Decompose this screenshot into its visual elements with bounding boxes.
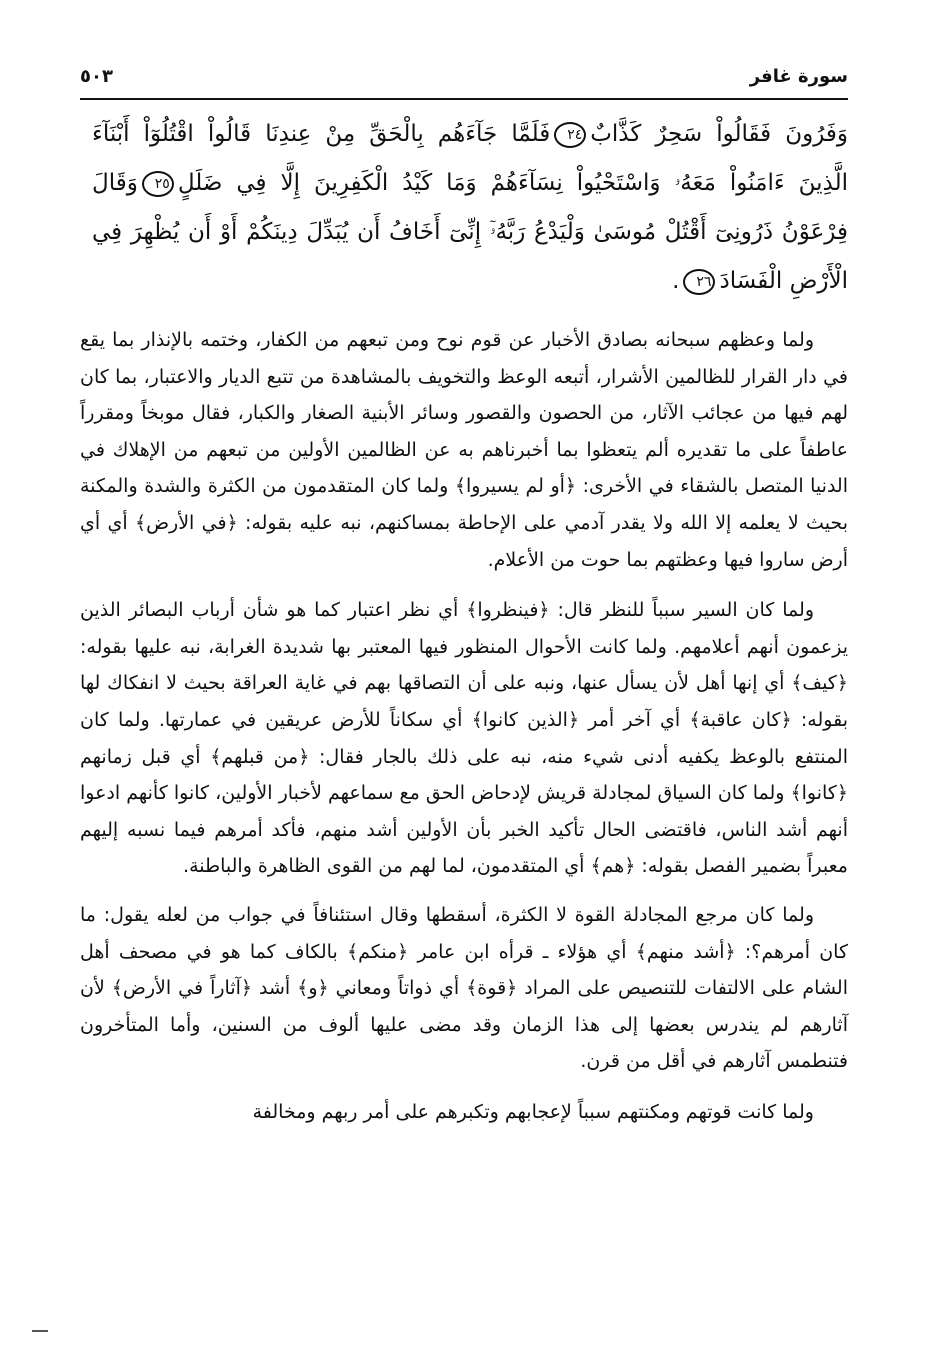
page-edge-mark	[32, 1330, 48, 1332]
commentary-body	[80, 322, 848, 1144]
quran-text: الَّذِينَ ءَامَنُواْ مَعَهُۥ وَاسْتَحْيُواْ نِسَآءَهُمْ وَمَا كَيْدُ الْكَفِرِينَ إِلَّا فِي ضَلَلٍ	[177, 170, 848, 196]
quran-line	[92, 110, 848, 159]
commentary-paragraph: ولما كانت قوتهم ومكنتهم سبباً لإعجابهم وتكبرهم على أمر ربهم ومخالفة	[252, 1100, 814, 1123]
ayah-number-marker: ٢٦	[683, 269, 715, 295]
page-header	[80, 62, 848, 100]
quran-verses	[92, 110, 848, 306]
quran-text: .	[672, 268, 680, 294]
surah-title: سورة غافر	[749, 66, 848, 87]
ayah-number-marker: ٢٥	[142, 171, 174, 197]
commentary-paragraph: ولما كان السير سبباً للنظر قال: ﴿فينظروا﴾ أي نظر اعتبار كما هو شأن أرباب البصائر الذين يزعمون أنهم أعلامهم. ولما كانت الأحوال المنظور فيها المعتبر بها شديدة الغرابة، نبه عليها بقوله: ﴿كيف﴾ أي إنها أهل لأن يسأل عنها، ونبه على أن التصاقها بهم في غاية العراقة بحيث لا انفكاك لها بقوله: ﴿كان عاقبة﴾ أي آخر أمر ﴿الذين كانوا﴾ أي سكاناً للأرض عريقين في عمارتها. ولما كان المنتفع بالوعظ يكفيه أدنى شيء منه، نبه على ذلك بالجار فقال: ﴿من قبلهم﴾ أي قبل زمانهم ﴿كانوا﴾ ولما كان السياق لمجادلة قريش لإدحاض الحق مع سماعهم لأخبار الأولين، كانوا كأنهم ادعوا أنهم أشد الناس، فاقتضى الحال تأكيد الخبر بأن الأولين أشد منهم، فأكد أمرهم فيما نسبه إليهم معبراً بضمير الفصل بقوله: ﴿هم﴾ أي المتقدمون، لما لهم من القوى الظاهرة والباطنة.	[80, 599, 848, 878]
quran-line	[92, 257, 848, 306]
quran-text: فِرْعَوْنُ ذَرُونِىٓ أَقْتُلْ مُوسَىٰ وَلْيَدْعُ رَبَّهُۥٓ إِنِّىٓ أَخَافُ أَن يُبَدِّلَ دِينَكُمْ أَوْ أَن يُظْهِرَ فِي	[92, 219, 848, 245]
quran-text: الْأَرْضِ الْفَسَادَ	[719, 268, 848, 294]
ayah-number-marker: ٢٤	[554, 122, 586, 148]
quran-line	[92, 208, 848, 257]
quran-text: فَلَمَّا جَآءَهُم بِالْحَقِّ مِنْ عِندِنَا قَالُواْ اقْتُلُوٓاْ أَبْنَآءَ	[92, 121, 551, 147]
commentary-paragraph: ولما كان مرجع المجادلة القوة لا الكثرة، أسقطها وقال استئنافاً في جواب من لعله يقول: ما كان أمرهم؟: ﴿أشد منهم﴾ أي هؤلاء ـ قرأه ابن عامر ﴿منكم﴾ بالكاف كما هو في مصحف أهل الشام على الالتفات للتنصيص على المراد ﴿قوة﴾ أي ذواتاً ومعاني ﴿و﴾ أشد ﴿آثاراً في الأرض﴾ لأن آثارهم لم يندرس بعضها إلى هذا الزمان وقد مضى عليها ألوف من السنين، وأما المتأخرون فتنطمس آثارهم في أقل من قرن.	[80, 903, 848, 1073]
quran-text: وَفَرُونَ فَقَالُواْ سَحِرٌ كَذَّابٌ	[590, 121, 848, 147]
page-number: ٥٠٣	[80, 66, 113, 87]
quran-text: وَقَالَ	[92, 170, 138, 196]
quran-line	[92, 159, 848, 208]
commentary-paragraph: ولما وعظهم سبحانه بصادق الأخبار عن قوم نوح ومن تبعهم من الكفار، وختمه بالإنذار بما يقع في دار القرار للظالمين الأشرار، أتبعه الوعظ والتخويف بالمشاهدة من تتبع الديار والاعتبار، بما كان لهم فيها من عجائب الآثار، من الحصون والقصور وسائر الأبنية الصغار والكبار، فقال موبخاً ومقرراً عاطفاً على ما تقديره ألم يتعظوا بما أخبرناهم به عن الظالمين الأولين من تبعهم من الإهلاك في الدنيا المتصل بالشقاء في الأخرى: ﴿أو لم يسيروا﴾ ولما كان المتقدمون من الكثرة والشدة والمكنة بحيث لا يعلمه إلا الله ولا يقدر آدمي على الإحاطة بمساكنهم، نبه عليه بقوله: ﴿في الأرض﴾ أي أي أرض ساروا فيها وعظتهم بما حوت من الأعلام.	[80, 329, 848, 571]
